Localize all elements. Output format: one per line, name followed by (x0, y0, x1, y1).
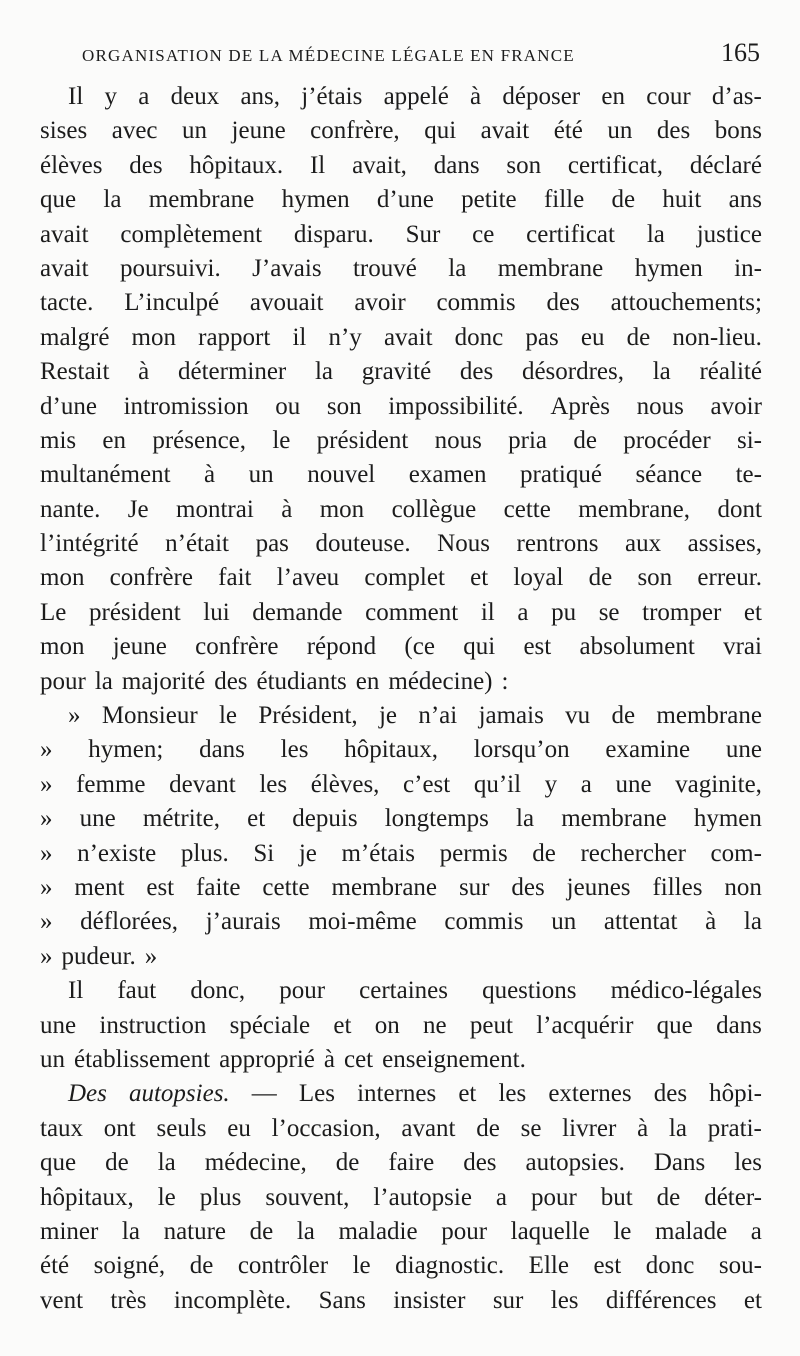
text-line: d’une intromission ou son impossibilité. Après nous avoir (40, 392, 762, 420)
text-line: mis en présence, le président nous pria de procéder si- (40, 426, 762, 454)
text-line: élèves des hôpitaux. Il avait, dans son certificat, déclaré (40, 151, 762, 179)
text-line: » ment est faite cette membrane sur des jeunes filles non (40, 873, 762, 901)
text-line: vent très incomplète. Sans insister sur les différences et (40, 1286, 762, 1314)
text-line: malgré mon rapport il n’y avait donc pas eu de non-lieu. (40, 323, 762, 351)
text-line: Il faut donc, pour certaines questions médico-légales (68, 977, 762, 1005)
page-header (82, 38, 760, 70)
text-line: sises avec un jeune confrère, qui avait été un des bons (40, 117, 762, 145)
text-line: mon jeune confrère répond (ce qui est absolument vrai (40, 633, 762, 661)
text-line: hôpitaux, le plus souvent, l’autopsie a pour but de déter- (40, 1183, 762, 1211)
text-line: été soigné, de contrôler le diagnostic. Elle est donc sou- (40, 1252, 762, 1280)
running-head: ORGANISATION DE LA MÉDECINE LÉGALE EN FRANCE (82, 46, 575, 65)
text-line: mon confrère fait l’aveu complet et loyal de son erreur. (40, 564, 762, 592)
text-line: » Monsieur le Président, je n’ai jamais vu de membrane (68, 702, 762, 730)
text-line: » n’existe plus. Si je m’étais permis de rechercher com- (40, 839, 762, 867)
text-line: Des autopsies. — Les internes et les externes des hôpi- (68, 1080, 762, 1108)
text-line: tacte. L’inculpé avouait avoir commis des attouchements; (40, 289, 762, 317)
text-line: » pudeur. » (40, 942, 158, 970)
text-line: » déflorées, j’aurais moi-même commis un attentat à la (40, 908, 762, 936)
text-line: multanément à un nouvel examen pratiqué séance te- (40, 461, 762, 489)
text-line: Le président lui demande comment il a pu se tromper et (40, 598, 762, 626)
text-line: » une métrite, et depuis longtemps la membrane hymen (40, 805, 762, 833)
text-line: Restait à déterminer la gravité des désordres, la réalité (40, 358, 762, 386)
text-line: » hymen; dans les hôpitaux, lorsqu’on examine une (40, 736, 762, 764)
text-line: un établissement approprié à cet enseignement. (40, 1045, 526, 1073)
text-line: une instruction spéciale et on ne peut l’acquérir que dans (40, 1011, 762, 1039)
text-line: avait complètement disparu. Sur ce certificat la justice (40, 220, 762, 248)
text-line: l’intégrité n’était pas douteuse. Nous rentrons aux assises, (40, 530, 762, 558)
text-line: nante. Je montrai à mon collègue cette membrane, dont (40, 495, 762, 523)
text-line: que de la médecine, de faire des autopsies. Dans les (40, 1149, 762, 1177)
body-text (40, 80, 762, 1318)
page-number: 165 (721, 38, 760, 67)
text-line: pour la majorité des étudiants en médecine) : (40, 667, 509, 695)
text-line: » femme devant les élèves, c’est qu’il y a une vaginite, (40, 770, 762, 798)
text-line: avait poursuivi. J’avais trouvé la membrane hymen in- (40, 254, 762, 282)
text-line: taux ont seuls eu l’occasion, avant de se livrer à la prati- (40, 1114, 762, 1142)
text-line: que la membrane hymen d’une petite fille de huit ans (40, 186, 762, 214)
text-line: miner la nature de la maladie pour laquelle le malade a (40, 1217, 762, 1245)
text-line: Il y a deux ans, j’étais appelé à déposer en cour d’as- (68, 83, 762, 110)
